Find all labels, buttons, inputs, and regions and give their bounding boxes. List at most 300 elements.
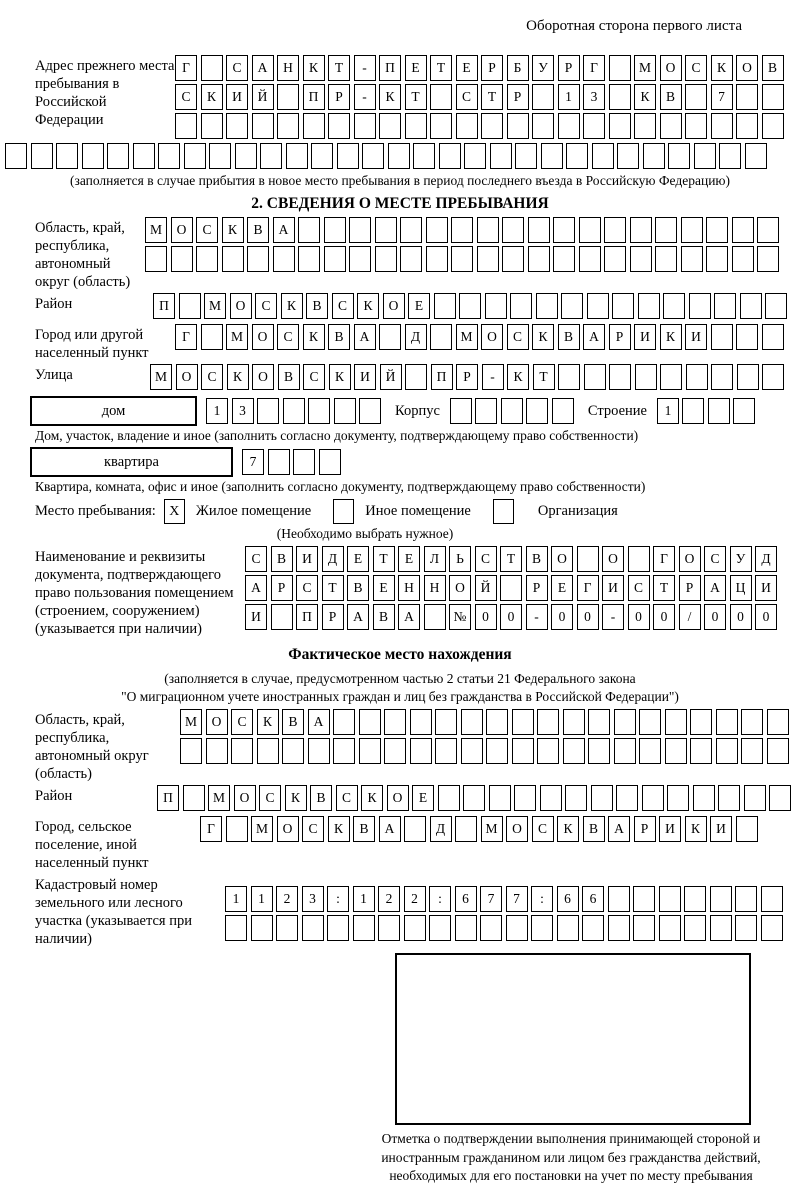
char-cell: К [201, 84, 223, 110]
residential-label: Жилое помещение [195, 503, 312, 519]
char-cell: А [398, 604, 420, 630]
char-cell [694, 143, 716, 169]
char-cell: А [308, 709, 330, 735]
char-cell [404, 915, 426, 941]
char-cell: 0 [577, 604, 599, 630]
char-cell [459, 293, 481, 319]
char-cell: В [328, 324, 350, 350]
fact-region-rows [180, 709, 789, 767]
char-cell [762, 324, 784, 350]
cadastral-field [35, 874, 800, 948]
char-cell [577, 546, 599, 572]
char-cell [630, 246, 652, 272]
char-cell [257, 738, 279, 764]
document-row-3 [245, 604, 777, 630]
char-cell [379, 113, 401, 139]
char-cell [558, 113, 580, 139]
char-cell: В [347, 575, 369, 601]
char-cell: Р [322, 604, 344, 630]
char-cell: О [252, 324, 274, 350]
char-cell: О [277, 816, 299, 842]
char-cell [410, 709, 432, 735]
char-cell: В [660, 84, 682, 110]
char-cell: С [259, 785, 281, 811]
char-cell: В [526, 546, 548, 572]
fact-district-field [35, 785, 800, 814]
char-cell: - [482, 364, 504, 390]
char-cell [464, 143, 486, 169]
char-cell: : [327, 886, 349, 912]
char-cell [461, 709, 483, 735]
char-cell [609, 55, 631, 81]
residential-checkbox: X [164, 499, 185, 524]
char-cell [668, 143, 690, 169]
char-cell: Т [430, 55, 452, 81]
house-label-box [30, 396, 197, 426]
section2-title: 2. СВЕДЕНИЯ О МЕСТЕ ПРЕБЫВАНИЯ [251, 195, 549, 212]
char-cell [359, 709, 381, 735]
char-cell [642, 785, 664, 811]
char-cell: И [296, 546, 318, 572]
char-cell [333, 709, 355, 735]
char-cell [175, 113, 197, 139]
char-cell: П [303, 84, 325, 110]
char-cell: С [231, 709, 253, 735]
prev-address-row-4 [5, 143, 800, 169]
char-cell: 1 [558, 84, 580, 110]
char-cell [302, 915, 324, 941]
char-cell: И [755, 575, 777, 601]
char-cell: К [303, 55, 325, 81]
char-cell [328, 113, 350, 139]
char-cell [293, 449, 315, 475]
char-cell [171, 246, 193, 272]
char-cell: М [456, 324, 478, 350]
char-cell: С [296, 575, 318, 601]
fact-region-field [35, 709, 800, 783]
char-cell: О [206, 709, 228, 735]
char-cell: В [247, 217, 269, 243]
char-cell: 7 [506, 886, 528, 912]
char-cell: П [431, 364, 453, 390]
char-cell: 3 [302, 886, 324, 912]
char-cell: С [277, 324, 299, 350]
char-cell [456, 113, 478, 139]
char-cell [591, 785, 613, 811]
char-cell [133, 143, 155, 169]
char-cell [451, 217, 473, 243]
char-cell [736, 84, 758, 110]
fact-city-label: Город, сельское поселение, иной населенный пункт [35, 819, 149, 871]
char-cell: Е [398, 546, 420, 572]
apartment-label-box [30, 447, 233, 477]
char-cell [384, 738, 406, 764]
char-cell [303, 113, 325, 139]
char-cell: С [332, 293, 354, 319]
char-cell: Г [583, 55, 605, 81]
char-cell [638, 293, 660, 319]
char-cell [430, 113, 452, 139]
char-cell [145, 246, 167, 272]
char-cell: С [201, 364, 223, 390]
char-cell [319, 449, 341, 475]
char-cell [667, 785, 689, 811]
char-cell [184, 143, 206, 169]
korpus-cells [450, 398, 574, 424]
char-cell: С [532, 816, 554, 842]
char-cell: Р [679, 575, 701, 601]
char-cell [540, 785, 562, 811]
char-cell [536, 293, 558, 319]
char-cell [614, 738, 636, 764]
char-cell [609, 113, 631, 139]
char-cell [514, 785, 536, 811]
char-cell [31, 143, 53, 169]
char-cell [410, 738, 432, 764]
char-cell [741, 738, 763, 764]
char-cell [537, 709, 559, 735]
stroenie-cells [657, 398, 756, 424]
char-cell: К [532, 324, 554, 350]
char-cell [583, 113, 605, 139]
char-cell: : [531, 886, 553, 912]
char-cell: А [273, 217, 295, 243]
char-cell: С [685, 55, 707, 81]
char-cell: К [634, 84, 656, 110]
char-cell [158, 143, 180, 169]
char-cell: И [659, 816, 681, 842]
char-cell [298, 246, 320, 272]
char-cell [455, 816, 477, 842]
char-cell: М [208, 785, 230, 811]
char-cell [201, 324, 223, 350]
char-cell: 2 [404, 886, 426, 912]
char-cell [757, 217, 779, 243]
char-cell: Т [373, 546, 395, 572]
char-cell [507, 113, 529, 139]
fact-title: Фактическое место нахождения [288, 646, 512, 663]
char-cell: 6 [582, 886, 604, 912]
char-cell [379, 324, 401, 350]
char-cell [5, 143, 27, 169]
district-label: Район [35, 296, 73, 312]
char-cell [660, 364, 682, 390]
char-cell: 1 [251, 886, 273, 912]
char-cell [769, 785, 791, 811]
char-cell: О [679, 546, 701, 572]
char-cell: Р [558, 55, 580, 81]
char-cell: О [383, 293, 405, 319]
char-cell: П [157, 785, 179, 811]
char-cell [660, 113, 682, 139]
char-cell [744, 785, 766, 811]
char-cell [612, 293, 634, 319]
char-cell: К [281, 293, 303, 319]
char-cell [735, 886, 757, 912]
char-cell [736, 324, 758, 350]
char-cell: Г [653, 546, 675, 572]
char-cell: А [608, 816, 630, 842]
char-cell [502, 246, 524, 272]
char-cell: Т [322, 575, 344, 601]
char-cell [430, 324, 452, 350]
char-cell [413, 143, 435, 169]
char-cell: / [679, 604, 701, 630]
char-cell: К [222, 217, 244, 243]
char-cell: Г [577, 575, 599, 601]
char-cell: 7 [242, 449, 264, 475]
cadastral-row-1 [225, 886, 783, 912]
char-cell [732, 246, 754, 272]
char-cell [337, 143, 359, 169]
char-cell [617, 143, 639, 169]
char-cell: А [347, 604, 369, 630]
char-cell: Ц [730, 575, 752, 601]
char-cell [463, 785, 485, 811]
char-cell [633, 915, 655, 941]
char-cell: Е [405, 55, 427, 81]
char-cell [515, 143, 537, 169]
char-cell [226, 113, 248, 139]
char-cell: О [449, 575, 471, 601]
char-cell [430, 84, 452, 110]
char-cell: 7 [711, 84, 733, 110]
district-field [35, 293, 800, 322]
char-cell [477, 217, 499, 243]
char-cell: В [278, 364, 300, 390]
char-cell: М [251, 816, 273, 842]
apartment-label: квартира [104, 453, 159, 470]
char-cell [684, 886, 706, 912]
char-cell: У [532, 55, 554, 81]
char-cell [209, 143, 231, 169]
char-cell [271, 604, 293, 630]
document-row-2 [245, 575, 777, 601]
char-cell: К [329, 364, 351, 390]
stay-type-row [35, 499, 800, 524]
char-cell: Т [533, 364, 555, 390]
char-cell: 0 [653, 604, 675, 630]
char-cell [375, 217, 397, 243]
char-cell [745, 143, 767, 169]
char-cell [435, 738, 457, 764]
char-cell [532, 84, 554, 110]
char-cell: В [762, 55, 784, 81]
char-cell: К [557, 816, 579, 842]
char-cell: Й [475, 575, 497, 601]
char-cell: - [602, 604, 624, 630]
char-cell [761, 915, 783, 941]
char-cell [710, 915, 732, 941]
char-cell: О [176, 364, 198, 390]
char-cell [183, 785, 205, 811]
char-cell [563, 709, 585, 735]
char-cell [384, 709, 406, 735]
char-cell [609, 364, 631, 390]
char-cell [716, 738, 738, 764]
char-cell [286, 143, 308, 169]
char-cell [429, 915, 451, 941]
char-cell: Т [328, 55, 350, 81]
char-cell [558, 364, 580, 390]
char-cell: Б [507, 55, 529, 81]
char-cell [252, 113, 274, 139]
char-cell: О [230, 293, 252, 319]
house-label: дом [101, 402, 126, 419]
fact-district-label: Район [35, 788, 73, 804]
char-cell: С [226, 55, 248, 81]
char-cell [582, 915, 604, 941]
char-cell [481, 113, 503, 139]
char-cell: С [628, 575, 650, 601]
char-cell: 0 [730, 604, 752, 630]
house-row [30, 396, 800, 426]
char-cell [435, 709, 457, 735]
char-cell [333, 738, 355, 764]
char-cell [489, 785, 511, 811]
char-cell: № [449, 604, 471, 630]
char-cell [283, 398, 305, 424]
char-cell [762, 84, 784, 110]
char-cell: М [204, 293, 226, 319]
char-cell [708, 398, 730, 424]
char-cell: С [245, 546, 267, 572]
char-cell [682, 398, 704, 424]
char-cell [56, 143, 78, 169]
char-cell [510, 293, 532, 319]
apartment-number-cells [242, 449, 341, 475]
char-cell: Т [405, 84, 427, 110]
char-cell: А [704, 575, 726, 601]
char-cell [608, 886, 630, 912]
char-cell: 3 [232, 398, 254, 424]
fact-region-row-2 [180, 738, 789, 764]
char-cell [639, 738, 661, 764]
char-cell [711, 113, 733, 139]
char-cell [526, 398, 548, 424]
char-cell: 0 [500, 604, 522, 630]
korpus-label: Корпус [395, 402, 440, 419]
fact-city-row [200, 816, 758, 842]
char-cell [616, 785, 638, 811]
char-cell: И [634, 324, 656, 350]
char-cell [439, 143, 461, 169]
char-cell: Н [277, 55, 299, 81]
char-cell: Н [424, 575, 446, 601]
char-cell [82, 143, 104, 169]
char-cell [643, 143, 665, 169]
char-cell: И [602, 575, 624, 601]
char-cell: Р [634, 816, 656, 842]
char-cell: М [634, 55, 656, 81]
char-cell [528, 246, 550, 272]
confirmation-stamp-note: Отметка о подтверждении выполнения принимающей стороной и иностранным гражданином или лицом без гражданства действий, необходимых для его постановки на учет по месту пребывания [381, 1131, 761, 1183]
char-cell [732, 217, 754, 243]
char-cell [686, 364, 708, 390]
char-cell: В [271, 546, 293, 572]
region-rows [145, 217, 779, 275]
char-cell [614, 709, 636, 735]
street-field [35, 364, 800, 393]
char-cell [362, 143, 384, 169]
char-cell: 1 [353, 886, 375, 912]
char-cell: К [303, 324, 325, 350]
char-cell [298, 217, 320, 243]
char-cell [231, 738, 253, 764]
char-cell [537, 738, 559, 764]
char-cell: 2 [276, 886, 298, 912]
char-cell: С [255, 293, 277, 319]
char-cell: В [373, 604, 395, 630]
char-cell: О [506, 816, 528, 842]
char-cell: Й [252, 84, 274, 110]
char-cell [655, 246, 677, 272]
char-cell [273, 246, 295, 272]
char-cell [579, 246, 601, 272]
char-cell [405, 364, 427, 390]
apartment-note: Квартира, комната, офис и иное (заполнить согласно документу, подтверждающему право собственности) [35, 479, 646, 494]
char-cell: 1 [225, 886, 247, 912]
char-cell [277, 84, 299, 110]
char-cell: А [252, 55, 274, 81]
char-cell [501, 398, 523, 424]
char-cell: Р [526, 575, 548, 601]
char-cell [735, 915, 757, 941]
char-cell [451, 246, 473, 272]
char-cell [424, 604, 446, 630]
char-cell: Р [456, 364, 478, 390]
char-cell: Д [322, 546, 344, 572]
char-cell: А [245, 575, 267, 601]
char-cell: Р [328, 84, 350, 110]
char-cell [486, 709, 508, 735]
char-cell [659, 915, 681, 941]
char-cell [588, 709, 610, 735]
char-cell: Е [408, 293, 430, 319]
char-cell [711, 364, 733, 390]
char-cell [633, 886, 655, 912]
char-cell: Е [373, 575, 395, 601]
char-cell [681, 246, 703, 272]
char-cell [450, 398, 472, 424]
prev-address-row-1 [175, 55, 784, 81]
char-cell [681, 217, 703, 243]
char-cell [563, 738, 585, 764]
char-cell [404, 816, 426, 842]
char-cell: - [354, 84, 376, 110]
fact-district-row [157, 785, 791, 811]
char-cell [665, 738, 687, 764]
char-cell [354, 113, 376, 139]
char-cell [334, 398, 356, 424]
char-cell: В [558, 324, 580, 350]
char-cell: 7 [480, 886, 502, 912]
char-cell [490, 143, 512, 169]
char-cell [541, 143, 563, 169]
char-cell: С [456, 84, 478, 110]
char-cell [685, 84, 707, 110]
street-row [150, 364, 784, 390]
prev-address-row-3 [175, 113, 784, 139]
document-field [35, 546, 800, 638]
char-cell [718, 785, 740, 811]
char-cell: Д [405, 324, 427, 350]
char-cell: 6 [455, 886, 477, 912]
char-cell [455, 915, 477, 941]
char-cell [634, 113, 656, 139]
char-cell [405, 113, 427, 139]
char-cell [761, 886, 783, 912]
